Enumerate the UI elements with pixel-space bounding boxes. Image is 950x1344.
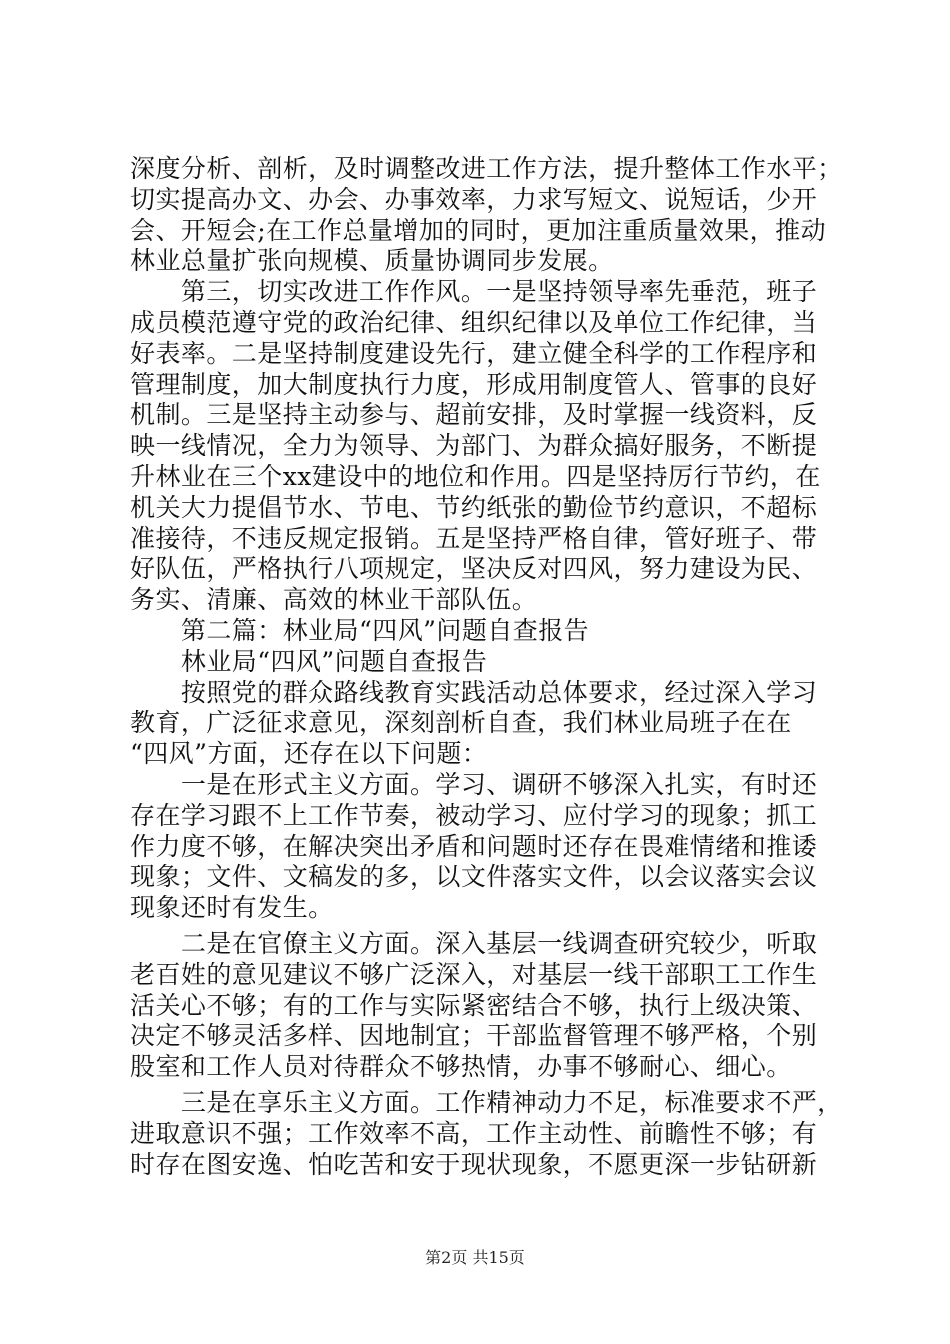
paragraph-start-line: 按照党的群众路线教育实践活动总体要求，经过深入学习	[130, 677, 818, 707]
paragraph-start-line: 三是在享乐主义方面。工作精神动力不足，标准要求不严，	[130, 1087, 843, 1117]
text-line: 好队伍，严格执行八项规定，坚决反对四风，努力建设为民、	[130, 554, 818, 584]
text-line: 成员模范遵守党的政治纪律、组织纪律以及单位工作纪律，当	[130, 307, 818, 337]
text-line: 会、开短会;在工作总量增加的同时，更加注重质量效果，推动	[130, 215, 827, 245]
text-line: 好表率。二是坚持制度建设先行，建立健全科学的工作程序和	[130, 338, 818, 368]
text-line: 深度分析、剖析，及时调整改进工作方法，提升整体工作水平；	[130, 154, 843, 183]
section-heading: 第二篇：林业局“四风”问题自查报告	[130, 615, 590, 645]
text-line: 机关大力提倡节水、节电、节约纸张的勤俭节约意识，不超标	[130, 492, 818, 522]
text-line: 管理制度，加大制度执行力度，形成用制度管人、管事的良好	[130, 369, 818, 399]
text-line: 务实、清廉、高效的林业干部队伍。	[130, 585, 538, 615]
text-line: 作力度不够，在解决突出矛盾和问题时还存在畏难情绪和推诿	[130, 831, 818, 861]
text-line: 教育，广泛征求意见，深刻剖析自查，我们林业局班子在在	[130, 708, 792, 738]
report-title: 林业局“四风”问题自查报告	[130, 646, 488, 676]
page-footer: 第2页 共15页	[425, 1248, 525, 1267]
paragraph-start-line: 二是在官僚主义方面。深入基层一线调查研究较少，听取	[130, 928, 818, 958]
text-line: 升林业在三个xx建设中的地位和作用。四是坚持厉行节约，在	[130, 461, 821, 491]
text-line: 进取意识不强；工作效率不高，工作主动性、前瞻性不够；有	[130, 1118, 818, 1148]
paragraph-start-line: 一是在形式主义方面。学习、调研不够深入扎实，有时还	[130, 769, 818, 799]
text-line: 机制。三是坚持主动参与、超前安排，及时掌握一线资料，反	[130, 400, 818, 430]
text-line: 老百姓的意见建议不够广泛深入，对基层一线干部职工工作生	[130, 959, 818, 989]
paragraph-start-line: 第三，切实改进工作作风。一是坚持领导率先垂范，班子	[130, 277, 818, 307]
text-line: 存在学习跟不上工作节奏，被动学习、应付学习的现象；抓工	[130, 800, 818, 830]
text-line: 准接待，不违反规定报销。五是坚持严格自律，管好班子、带	[130, 523, 818, 553]
text-line: 映一线情况，全力为领导、为部门、为群众搞好服务，不断提	[130, 431, 818, 461]
text-line: 决定不够灵活多样、因地制宜；干部监督管理不够严格，个别	[130, 1021, 818, 1051]
text-line: 现象；文件、文稿发的多，以文件落实文件，以会议落实会议	[130, 862, 818, 892]
document-body	[130, 154, 843, 1180]
text-line: 股室和工作人员对待群众不够热情，办事不够耐心、细心。	[130, 1052, 792, 1082]
text-line: 时存在图安逸、怕吃苦和安于现状现象，不愿更深一步钻研新	[130, 1149, 818, 1179]
text-line: 活关心不够；有的工作与实际紧密结合不够，执行上级决策、	[130, 990, 818, 1020]
text-line: 林业总量扩张向规模、质量协调同步发展。	[130, 246, 614, 276]
text-line: 现象还时有发生。	[130, 893, 334, 923]
text-line: “四风”方面，还存在以下问题：	[130, 739, 488, 769]
text-line: 切实提高办文、办会、办事效率，力求写短文、说短话，少开	[130, 184, 818, 214]
